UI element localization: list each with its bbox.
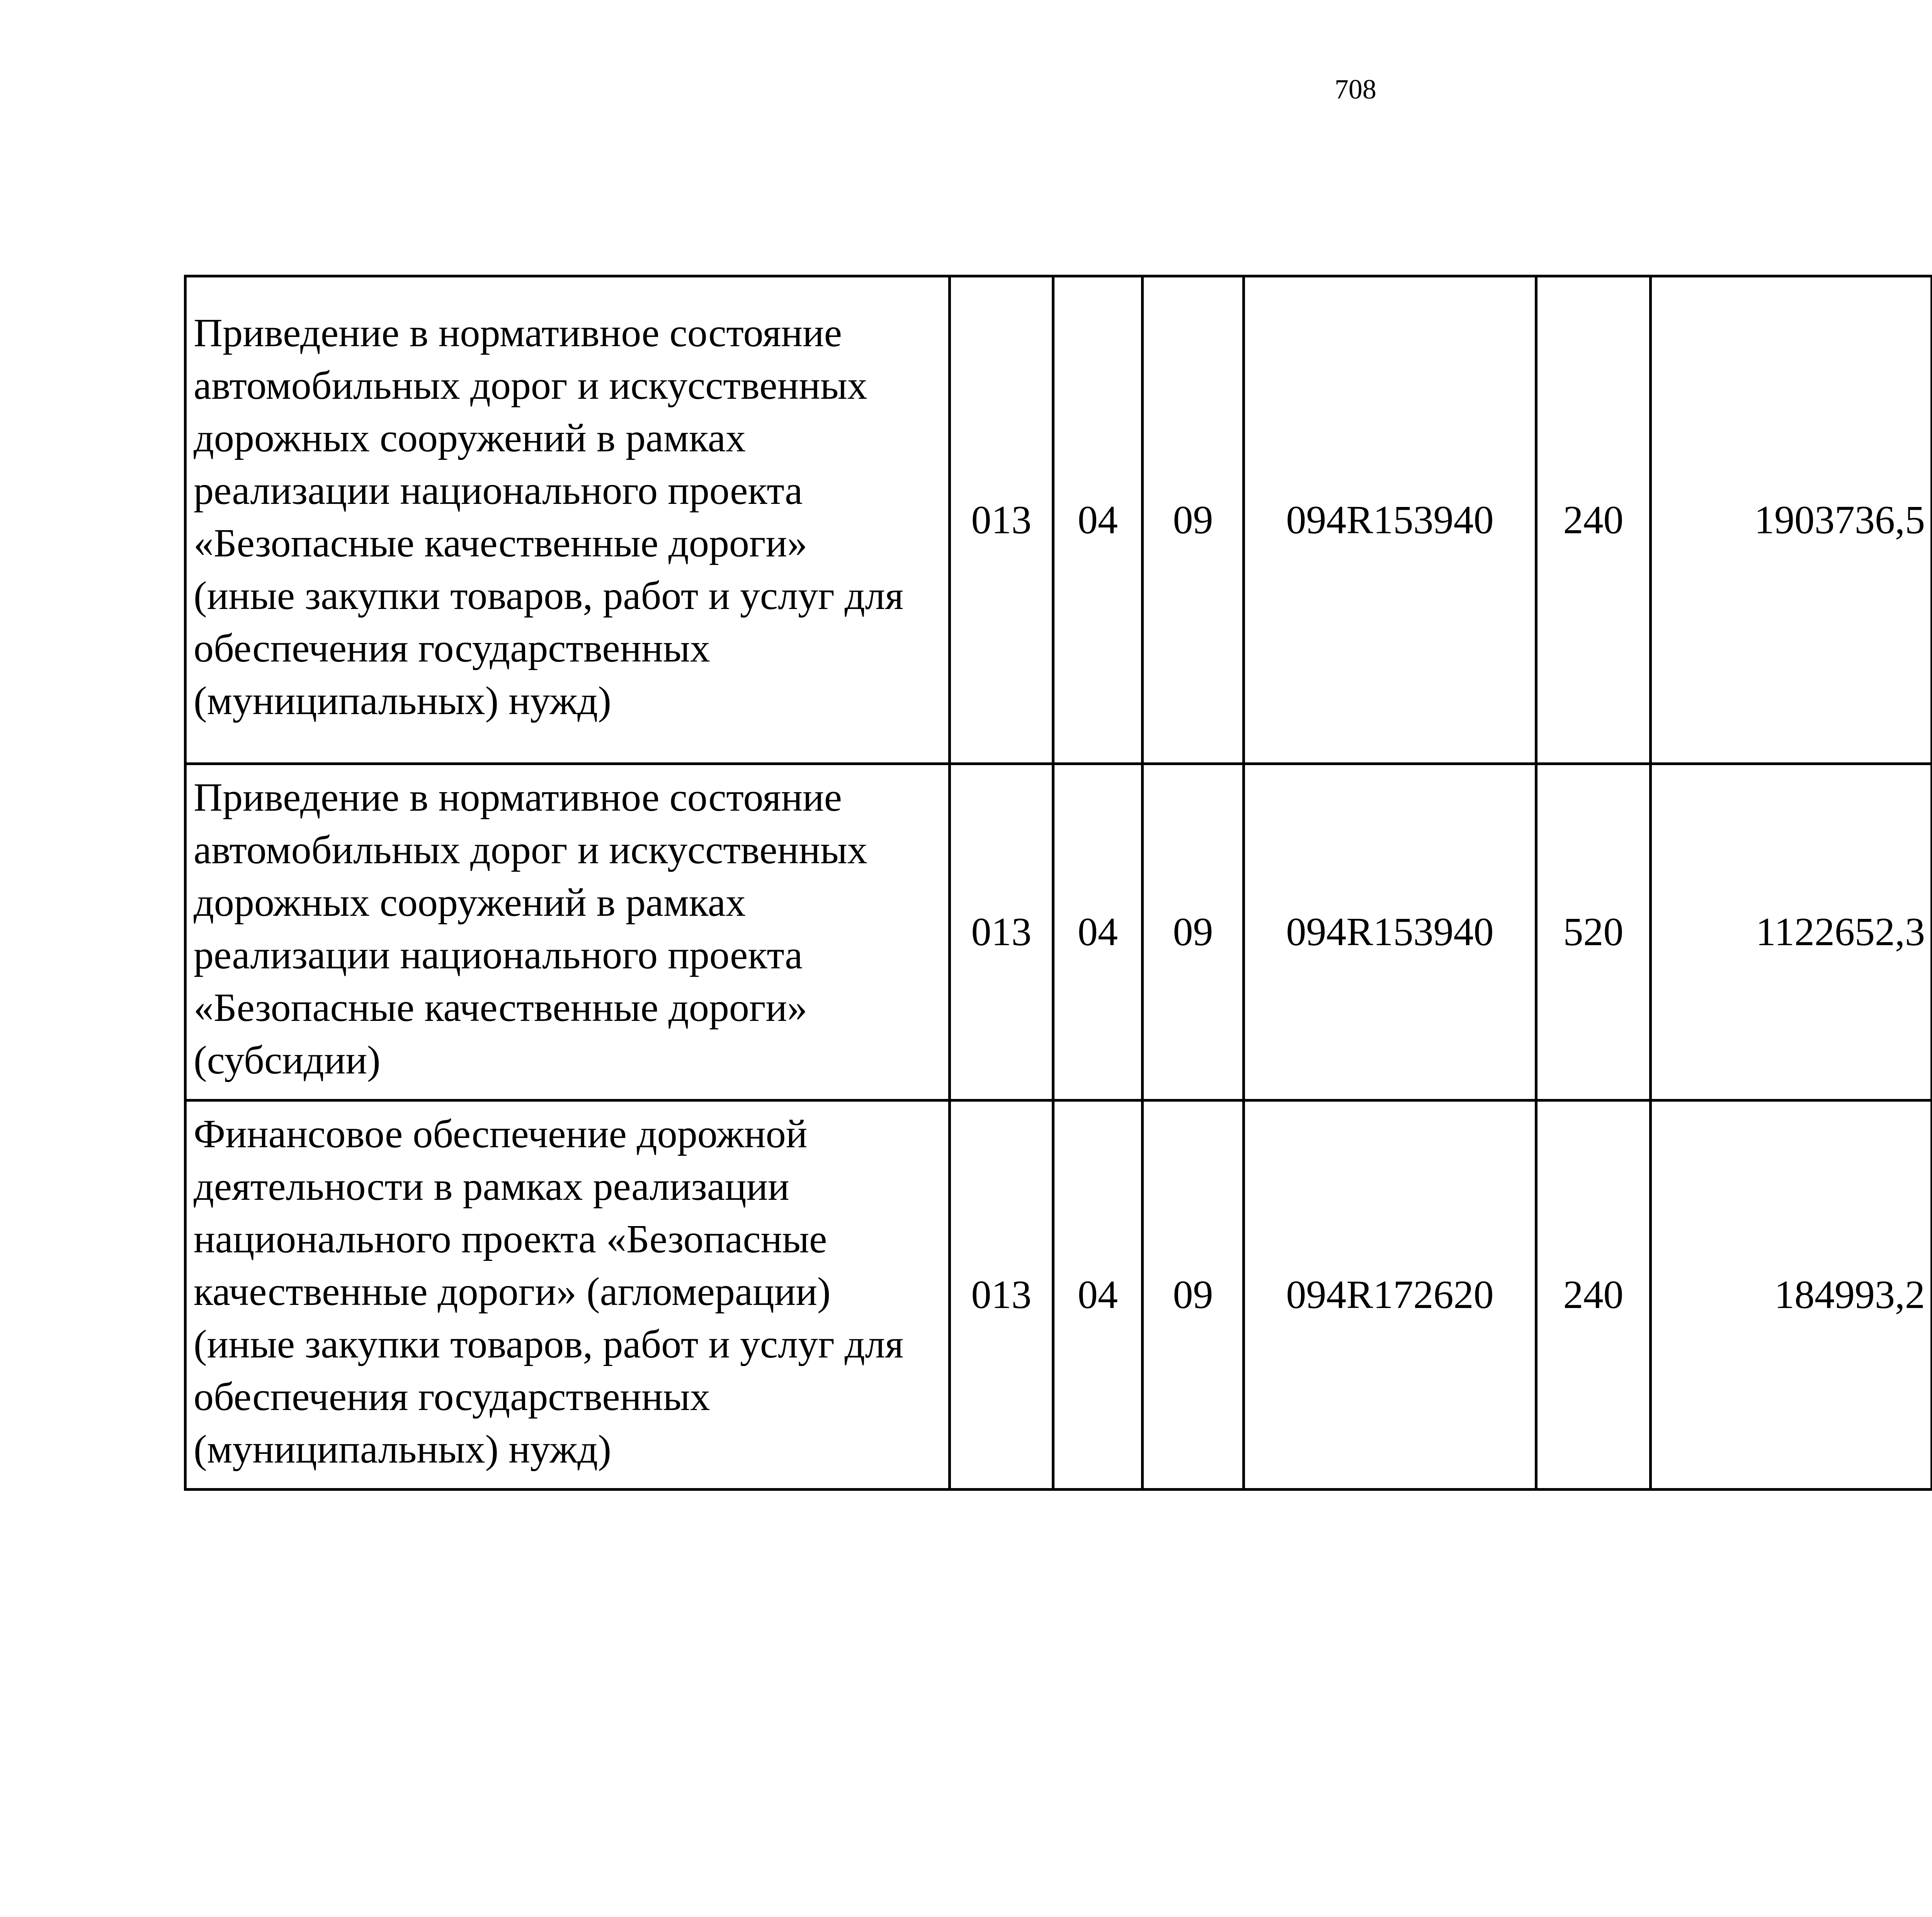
amount-1: 184993,2 bbox=[1651, 1101, 1932, 1490]
row-description: Финансовое обеспечение дорожной деятельности в рамках реализации национального проекта «Безопасные качественные дороги» (агломерации) (иные закупки товаров, работ и услуг для обеспечения государственных (муниципальных) нужд) bbox=[185, 1101, 950, 1490]
row-description: Приведение в нормативное состояние автомобильных дорог и искусственных дорожных сооружений в рамках реализации национального проекта «Безопасные качественные дороги» (субсидии) bbox=[185, 764, 950, 1101]
amount-1: 1903736,5 bbox=[1651, 276, 1932, 764]
ministry-code: 013 bbox=[950, 1101, 1053, 1490]
subsection-code: 09 bbox=[1143, 764, 1244, 1101]
ministry-code: 013 bbox=[950, 764, 1053, 1101]
table-row bbox=[185, 1101, 1932, 1490]
amount-1: 1122652,3 bbox=[1651, 764, 1932, 1101]
expense-type-code: 520 bbox=[1536, 764, 1651, 1101]
page-number: 708 bbox=[1335, 74, 1376, 105]
subsection-code: 09 bbox=[1143, 276, 1244, 764]
table-row bbox=[185, 764, 1932, 1101]
ministry-code: 013 bbox=[950, 276, 1053, 764]
target-article-code: 094R153940 bbox=[1244, 764, 1536, 1101]
expense-type-code: 240 bbox=[1536, 276, 1651, 764]
expense-type-code: 240 bbox=[1536, 1101, 1651, 1490]
budget-table bbox=[184, 275, 1932, 1491]
subsection-code: 09 bbox=[1143, 1101, 1244, 1490]
section-code: 04 bbox=[1053, 276, 1143, 764]
table-row bbox=[185, 276, 1932, 764]
target-article-code: 094R153940 bbox=[1244, 276, 1536, 764]
target-article-code: 094R172620 bbox=[1244, 1101, 1536, 1490]
section-code: 04 bbox=[1053, 764, 1143, 1101]
row-description: Приведение в нормативное состояние автомобильных дорог и искусственных дорожных сооружений в рамках реализации национального проекта «Безопасные качественные дороги» (иные закупки товаров, работ и услуг для обеспечения государственных (муниципальных) нужд) bbox=[185, 276, 950, 764]
section-code: 04 bbox=[1053, 1101, 1143, 1490]
